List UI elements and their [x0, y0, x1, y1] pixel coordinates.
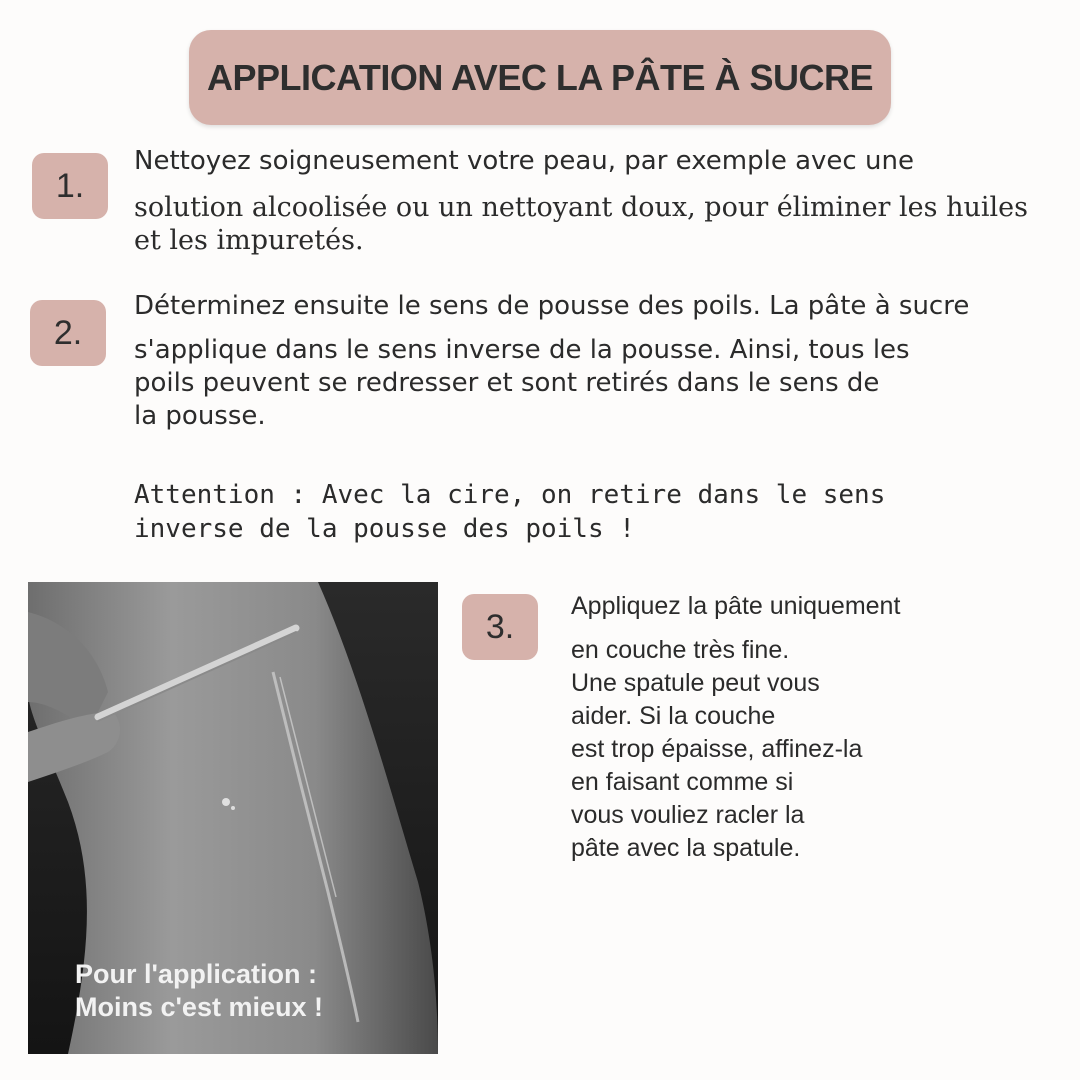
step-1-text	[134, 145, 1028, 257]
step-3-line-5: est trop épaisse, affinez-la	[571, 735, 863, 763]
title-banner	[189, 30, 891, 125]
step-2-line-3: poils peuvent se redresser et sont retirés dans le sens de	[134, 368, 880, 398]
step-2-line-2: s'applique dans le sens inverse de la pousse. Ainsi, tous les	[134, 335, 910, 365]
step-2-text	[134, 290, 969, 433]
step-3-line-4: aider. Si la couche	[571, 702, 776, 730]
arm-application-photo	[28, 582, 438, 1054]
photo-caption-line-1: Pour l'application :	[75, 959, 317, 989]
step-1-line-3: et les impuretés.	[134, 225, 364, 256]
step-1-number-badge: 1.	[32, 153, 108, 219]
step-1-line-1: Nettoyez soigneusement votre peau, par exemple avec une	[134, 146, 914, 176]
attention-line-2: inverse de la pousse des poils !	[134, 514, 635, 544]
step-3-line-8: pâte avec la spatule.	[571, 834, 801, 862]
step-1-line-2: solution alcoolisée ou un nettoyant doux, pour éliminer les huiles	[134, 192, 1028, 223]
attention-line-1: Attention : Avec la cire, on retire dans le sens	[134, 480, 886, 510]
step-3-number-badge: 3.	[462, 594, 538, 660]
step-3-line-2: en couche très fine.	[571, 636, 790, 664]
step-3-line-3: Une spatule peut vous	[571, 669, 820, 697]
step-2-line-1: Déterminez ensuite le sens de pousse des poils. La pâte à sucre	[134, 291, 970, 321]
step-3-text	[571, 590, 900, 865]
step-3-line-1: Appliquez la pâte uniquement	[571, 592, 901, 620]
step-2-number-badge: 2.	[30, 300, 106, 366]
photo-caption	[75, 958, 323, 1024]
photo-caption-line-2: Moins c'est mieux !	[75, 992, 323, 1022]
step-3-line-6: en faisant comme si	[571, 768, 794, 796]
attention-note	[134, 478, 885, 546]
step-3-line-7: vous vouliez racler la	[571, 801, 805, 829]
page-title: APPLICATION AVEC LA PÂTE À SUCRE	[206, 56, 874, 98]
step-2-line-4: la pousse.	[134, 401, 266, 431]
